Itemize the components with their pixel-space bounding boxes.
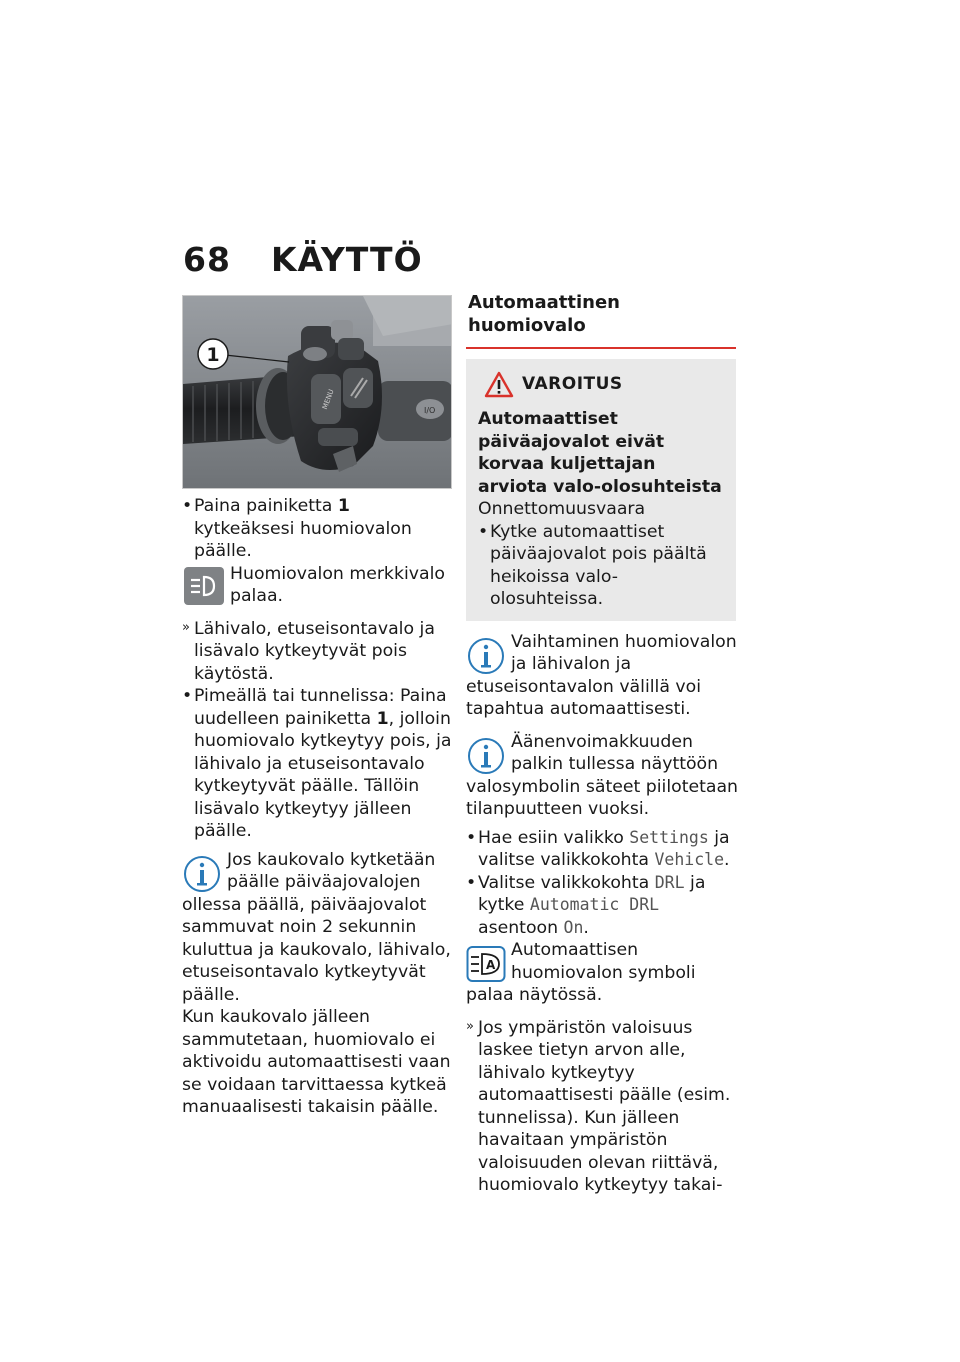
section-title: KÄYTTÖ [270,240,423,279]
svg-text:A: A [486,958,496,972]
info-note-volume-bar [466,731,738,821]
info-note-auto-switch [466,631,738,721]
menu-settings: Settings [629,827,709,847]
step-text: ja kytke [478,872,706,915]
warning-action-text: Kytke automaattiset päiväajovalot pois päältä heikoissa valo-olosuhteissa. [490,521,707,609]
warning-hazard: Onnettomuusvaara [478,499,646,519]
step-text: Valitse valikkokohta [478,872,655,893]
step-dark-tunnel [182,685,452,843]
callout-label: 1 [206,344,220,366]
step-text: , jolloin huomiovalo kytkeytyy pois, ja lähivalo ja etuseisontavalo kytkeytyvät päälle. Tällöin lisävalo kytkeytyy jälleen päälle. [194,708,452,841]
step-text: ja valitse valikkokohta [478,827,730,870]
step-text: kytkeäksesi huomiovalon päälle. [194,518,412,561]
warning-title: Automaattiset päiväajovalot eivät korvaa kuljettajan arviota valo-olosuhteista [478,409,722,497]
warning-action [478,521,728,611]
option-on: On [563,917,584,937]
page-number: 68 [183,240,231,279]
headlight-indicator-icon [184,567,224,605]
step-text: Paina painiketta [194,496,338,516]
menu-drl: DRL [654,872,685,892]
warning-header [484,371,728,398]
info-note-high-beam [182,849,452,1007]
menu-vehicle: Vehicle [654,850,725,869]
auto-headlight-icon [466,944,506,984]
result-text: Lähivalo, etuseisontavalo ja lisävalo kytkeytyvät pois käytöstä. [194,618,435,684]
indicator-text: Huomiovalon merkkivalo palaa. [230,563,445,606]
menu-label: MENU [321,388,336,411]
handlebar-switch-figure [182,295,452,489]
handlebar-illustration [183,296,452,489]
subsection-title: Automaattinen huomiovalo [468,292,620,336]
info-icon [182,854,222,894]
info-text: Jos kaukovalo kytketään päälle päiväajovalojen ollessa päällä, päiväajovalot sammuvat noin 2 sekunnin kuluttua ja kaukovalo, lähivalo, etuseisontavalo kytkeytyvät päälle. [182,849,451,1005]
step-text: . [583,917,589,938]
step-select-drl [466,872,738,940]
result-low-beam-off [182,618,452,686]
step-text: . [724,850,730,870]
result-text: Jos ympäristön valoisuus laskee tietyn arvon alle, lähivalo kytkeytyy automaattisesti päälle (esim. tunnelissa). Kun jälleen havaitaan ympäristön valoisuuden olevan riittävä, huomiovalo kytkeytyy takai- [478,1017,731,1195]
left-column [182,295,452,1119]
svg-text:I/O: I/O [424,406,436,415]
indicator-note [184,563,452,608]
info-icon [466,636,506,676]
step-text: Pimeällä tai tunnelissa: Paina uudelleen painiketta [194,686,447,729]
step-press-button [182,495,452,563]
auto-indicator-text: Automaattisen huomiovalon symboli palaa näytössä. [466,940,696,1005]
button-ref: 1 [376,708,389,729]
page-header [183,240,423,279]
warning-box [466,359,736,621]
info-text: Vaihtaminen huomiovalon ja lähivalon ja etuseisontavalon välillä voi tapahtua automaattisesti. [466,631,737,719]
paragraph-high-beam-off: Kun kaukovalo jälleen sammutetaan, huomiovalo ei aktivoidu automaattisesti vaan se voidaan tarvittaessa kytkeä manuaalisesti takaisin päälle. [182,1007,451,1117]
info-icon [466,736,506,776]
auto-indicator-note [466,939,738,1007]
step-text: Hae esiin valikko [478,827,630,848]
button-ref: 1 [337,496,350,516]
info-text: Äänenvoimakkuuden palkin tullessa näyttöön valosymbolin säteet piilotetaan tilanpuutteen vuoksi. [466,731,739,819]
warning-label: VAROITUS [522,374,623,395]
step-open-settings [466,827,738,872]
result-auto-low-beam [466,1017,738,1197]
title-rule [466,347,736,349]
menu-automatic-drl: Automatic DRL [529,895,660,914]
warning-triangle-icon [484,371,514,398]
right-column [466,292,738,1197]
step-text: asentoon [478,917,564,938]
